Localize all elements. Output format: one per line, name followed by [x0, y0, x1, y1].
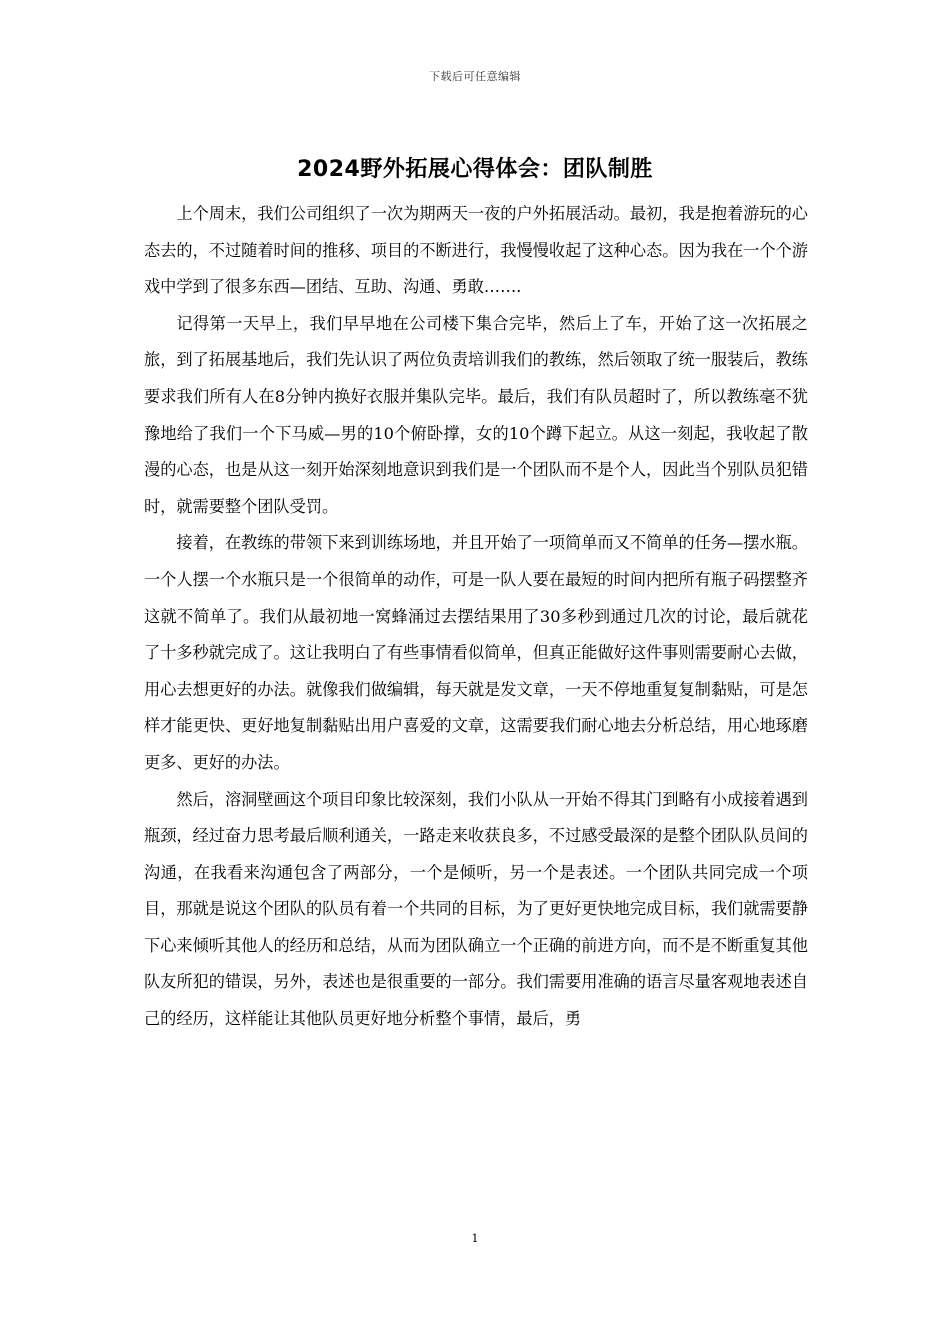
page-number: 1 — [471, 1232, 479, 1245]
document-body — [144, 196, 808, 1038]
document-title: 2024野外拓展心得体会：团队制胜 — [297, 157, 653, 182]
paragraph: 然后，溶洞壁画这个项目印象比较深刻，我们小队从一开始不得其门到略有小成接着遇到瓶颈，经过奋力思考最后顺利通关，一路走来收获良多，不过感受最深的是整个团队队员间的沟通，在我看来沟通包含了两部分，一个是倾听，另一个是表述。一个团队共同完成一个项目，那就是说这个团队的队员有着一个共同的目标，为了更好更快地完成目标，我们就需要静下心来倾听其他人的经历和总结，从而为团队确立一个正确的前进方向，而不是不断重复其他队友所犯的错误，另外，表述也是很重要的一部分。我们需要用准确的语言尽量客观地表述自己的经历，这样能让其他队员更好地分析整个事情，最后，勇 — [144, 789, 808, 1029]
paragraph: 接着，在教练的带领下来到训练场地，并且开始了一项简单而又不简单的任务—摆水瓶。一个人摆一个水瓶只是一个很简单的动作，可是一队人要在最短的时间内把所有瓶子码摆整齐这就不简单了。我们从最初地一窝蜂涌过去摆结果用了30多秒到通过几次的讨论，最后就花了十多秒就完成了。这让我明白了有些事情看似简单，但真正能做好这件事则需要耐心去做，用心去想更好的办法。就像我们做编辑，每天就是发文章，一天不停地重复复制黏贴，可是怎样才能更快、更好地复制黏贴出用户喜爱的文章，这需要我们耐心地去分析总结，用心地琢磨更多、更好的办法。 — [144, 533, 808, 772]
paragraph: 记得第一天早上，我们早早地在公司楼下集合完毕，然后上了车，开始了这一次拓展之旅，到了拓展基地后，我们先认识了两位负责培训我们的教练，然后领取了统一服装后，教练要求我们所有人在8分钟内换好衣服并集队完毕。最后，我们有队员超时了，所以教练毫不犹豫地给了我们一个下马威—男的10个俯卧撑，女的10个蹲下起立。从这一刻起，我收起了散漫的心态，也是从这一刻开始深刻地意识到我们是一个团队而不是个人，因此当个别队员犯错时，就需要整个团队受罚。 — [144, 313, 808, 516]
paragraph: 上个周末，我们公司组织了一次为期两天一夜的户外拓展活动。最初，我是抱着游玩的心态去的，不过随着时间的推移、项目的不断进行，我慢慢收起了这种心态。因为我在一个个游戏中学到了很多东西—团结、互助、沟通、勇敢……. — [144, 204, 808, 297]
header-note: 下载后可任意编辑 — [429, 70, 521, 83]
